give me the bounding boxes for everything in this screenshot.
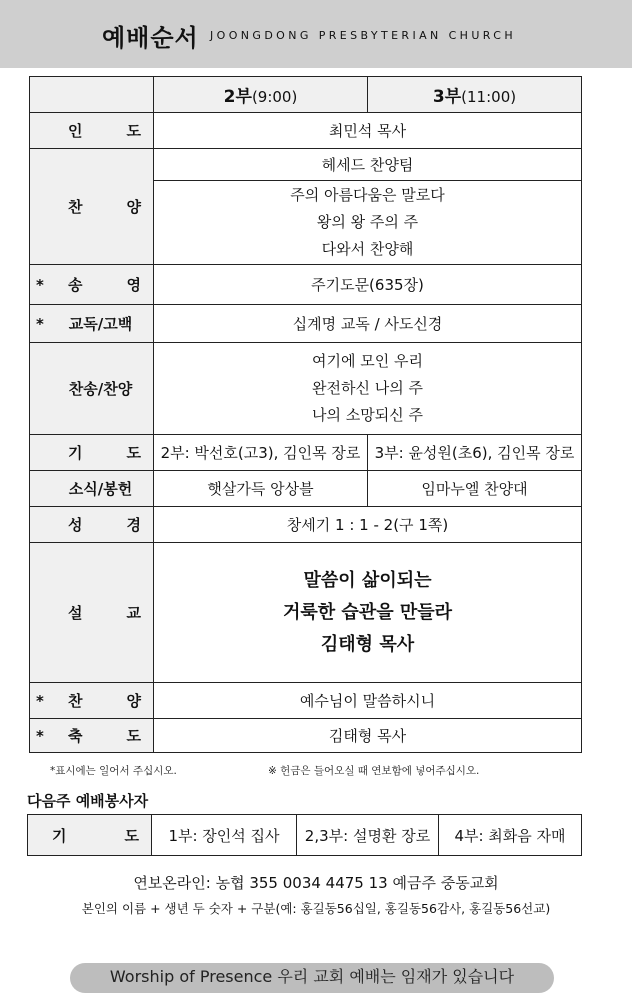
praise-song: 왕의 왕 주의 주 (316, 213, 419, 231)
row-praise-team (30, 149, 582, 181)
praise-song: 다와서 찬양해 (321, 240, 414, 258)
label-invocation: 인 도 (30, 113, 154, 149)
value-praise-songs (154, 181, 582, 265)
label-praise: 찬 양 (30, 149, 154, 265)
label-sermon: 설 교 (30, 543, 154, 683)
label-benediction: * 축 도 (30, 719, 154, 753)
worship-order-table (29, 76, 582, 753)
value-offering-2: 햇살가득 앙상블 (154, 471, 368, 507)
label-scripture: 성 경 (30, 507, 154, 543)
service-3-header (368, 77, 582, 113)
row-prayer (30, 435, 582, 471)
page-title: 예배순서 (102, 24, 199, 52)
service-2-part: 2부 (223, 87, 252, 107)
next-week-row (28, 815, 582, 856)
row-hymn (30, 343, 582, 435)
label-prayer: 기 도 (30, 435, 154, 471)
service-2-header (154, 77, 368, 113)
value-scripture: 창세기 1 : 1 - 2(구 1쪽) (154, 507, 582, 543)
label-confession: * 교독/고백 (30, 305, 154, 343)
row-invocation (30, 113, 582, 149)
value-offering-3: 임마누엘 찬양대 (368, 471, 582, 507)
hymn-line: 나의 소망되신 주 (312, 406, 423, 424)
service-header-row (30, 77, 582, 113)
label-doxology: * 송 영 (30, 265, 154, 305)
sermon-line: 거룩한 습관을 만들라 (282, 601, 453, 623)
value-prayer-2: 2부: 박선호(고3), 김인목 장로 (154, 435, 368, 471)
value-doxology: 주기도문(635장) (154, 265, 582, 305)
value-confession: 십계명 교독 / 사도신경 (154, 305, 582, 343)
online-offering-account: 연보온라인: 농협 355 0034 4475 13 예금주 중동교회 (133, 874, 499, 892)
value-benediction: 김태형 목사 (154, 719, 582, 753)
hymn-line: 완전하신 나의 주 (312, 379, 423, 397)
sermon-line: 말씀이 삶이되는 (303, 569, 432, 591)
service-3-time: (11:00) (461, 88, 517, 106)
header-bar (0, 0, 632, 68)
service-2-time: (9:00) (251, 88, 298, 106)
label-news-offering: 소식/봉헌 (30, 471, 154, 507)
row-confession (30, 305, 582, 343)
header-empty-cell (30, 77, 154, 113)
praise-song: 주의 아름다움은 말로다 (290, 186, 445, 204)
next-prayer-23: 2,3부: 설명환 장로 (297, 815, 439, 856)
row-benediction (30, 719, 582, 753)
offering-note: ※ 헌금은 들어오실 때 연보함에 넣어주십시오. (268, 765, 480, 777)
value-closing-hymn: 예수님이 말씀하시니 (154, 683, 582, 719)
next-prayer-4: 4부: 최화음 자매 (439, 815, 582, 856)
next-prayer-1: 1부: 장인석 집사 (152, 815, 297, 856)
value-hymn (154, 343, 582, 435)
label-closing-hymn: * 찬 양 (30, 683, 154, 719)
row-news-offering (30, 471, 582, 507)
online-offering-note: 본인의 이름 + 생년 두 숫자 + 구분(예: 홍길동56십일, 홍길동56감사, 홍길동56선교) (81, 901, 551, 916)
row-sermon (30, 543, 582, 683)
service-3-part: 3부 (432, 87, 462, 107)
next-week-table (27, 814, 582, 856)
value-invocation: 최민석 목사 (154, 113, 582, 149)
label-next-prayer: 기 도 (28, 815, 152, 856)
standing-note: *표시에는 일어서 주십시오. (50, 765, 177, 777)
label-hymn: 찬송/찬양 (30, 343, 154, 435)
hymn-line: 여기에 모인 우리 (312, 352, 423, 370)
church-name: JOONGDONG PRESBYTERIAN CHURCH (210, 29, 517, 42)
row-scripture (30, 507, 582, 543)
footer-banner: Worship of Presence 우리 교회 예배는 임재가 있습니다 (70, 963, 554, 993)
value-sermon (154, 543, 582, 683)
row-closing-hymn (30, 683, 582, 719)
value-prayer-3: 3부: 윤성원(초6), 김인목 장로 (368, 435, 582, 471)
row-doxology (30, 265, 582, 305)
value-praise-team: 헤세드 찬양팀 (154, 149, 582, 181)
preacher: 김태형 목사 (320, 633, 415, 655)
next-week-title: 다음주 예배봉사자 (27, 792, 149, 810)
